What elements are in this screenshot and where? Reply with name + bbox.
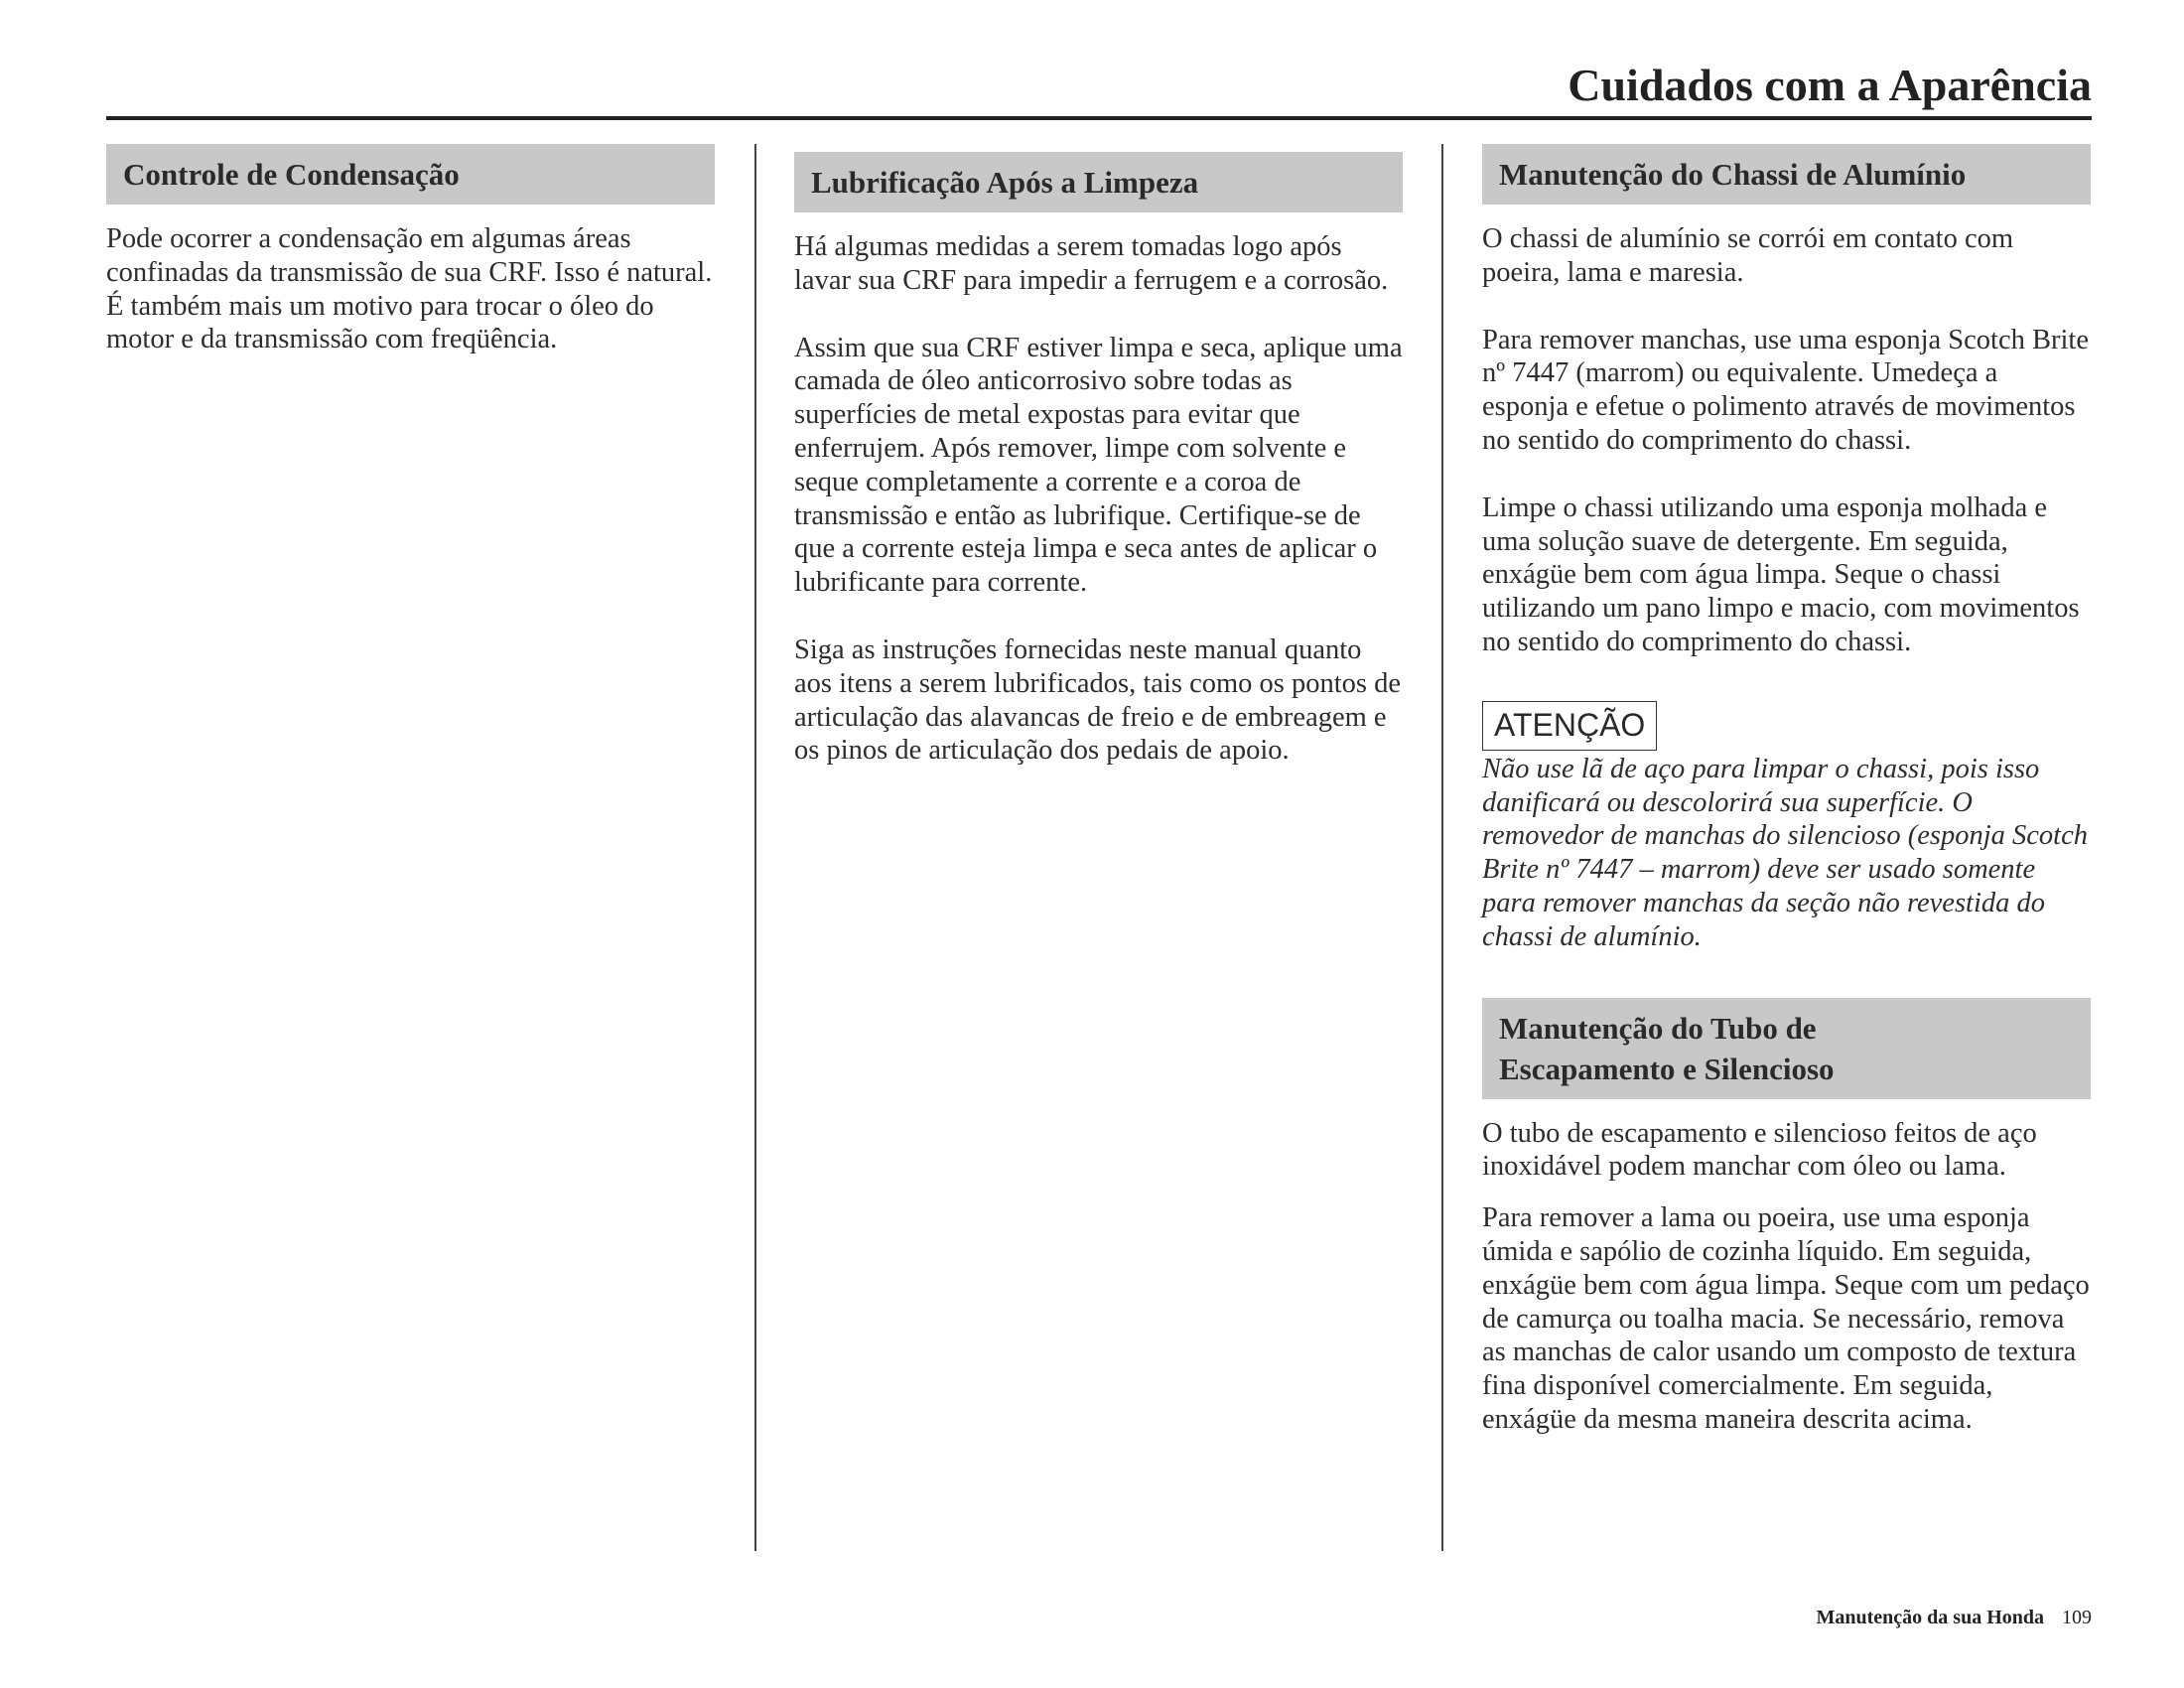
paragraph: O chassi de alumínio se corrói em contato com poeira, lama e maresia.: [1482, 223, 2014, 288]
paragraph: Para remover manchas, use uma esponja Scotch Brite nº 7447 (marrom) ou equivalente. Umedeça a esponja e efetue o polimento através de movimentos no sentido do comprimento do chassi.: [1482, 324, 2089, 456]
column-divider: [754, 144, 756, 1551]
paragraph: Pode ocorrer a condensação em algumas áreas confinadas da transmissão de sua CRF. Isso é natural. É também mais um motivo para trocar o óleo do motor e da transmissão com freqüência.: [106, 223, 713, 355]
section-heading-aluminum-chassis: Manutenção do Chassi de Alumínio: [1482, 144, 2091, 205]
title-rule: [106, 116, 2092, 120]
column-divider: [1441, 144, 1443, 1551]
paragraph: Siga as instruções fornecidas neste manual quanto aos itens a serem lubrificados, tais como os pontos de articulação das alavancas de freio e de embreagem e os pinos de articulação dos pedais de apoio.: [794, 633, 1402, 767]
page-number: 109: [2062, 1607, 2092, 1628]
column-chassis-exhaust: [1482, 144, 2091, 1471]
heading-line: Escapamento e Silencioso: [1499, 1051, 1835, 1086]
heading-line: Manutenção do Tubo de: [1499, 1010, 1817, 1046]
section-heading-condensation: Controle de Condensação: [106, 144, 715, 205]
paragraph: Assim que sua CRF estiver limpa e seca, aplique uma camada de óleo anticorrosivo sobre todas as superfícies de metal expostas para evitar que enferrujem. Após remover, limpe com solvente e seque completamente a corrente e a coroa de transmissão e então as lubrifique. Certifique-se de que a corrente esteja limpa e seca antes de aplicar o lubrificante para corrente.: [794, 332, 1403, 599]
paragraph: O tubo de escapamento e silencioso feitos de aço inoxidável podem manchar com óleo ou lama.: [1482, 1117, 2037, 1183]
paragraph: Para remover a lama ou poeira, use uma esponja úmida e sapólio de cozinha líquido. Em seguida, enxágüe bem com água limpa. Seque com um pedaço de camurça ou toalha macia. Se necessário, remova as manchas de calor usando um composto de textura fina disponível comercialmente. Em seguida, enxágüe da mesma maneira descrita acima.: [1482, 1202, 2090, 1435]
column-condensation: [106, 144, 715, 390]
footer-section-title: Manutenção da sua Honda: [1816, 1607, 2044, 1628]
attention-label: ATENÇÃO: [1482, 701, 1657, 751]
attention-text: Não use lã de aço para limpar o chassi, pois isso danificará ou descolorirá sua superfície. O removedor de manchas do silencioso (esponja Scotch Brite nº 7447 – marrom) deve ser usado somente para remover manchas da seção não revestida do chassi de alumínio.: [1482, 753, 2088, 952]
page-title: Cuidados com a Aparência: [1568, 60, 2092, 110]
section-heading-exhaust: [1482, 998, 2091, 1099]
paragraph: Há algumas medidas a serem tomadas logo após lavar sua CRF para impedir a ferrugem e a corrosão.: [794, 231, 1389, 296]
paragraph: Limpe o chassi utilizando uma esponja molhada e uma solução suave de detergente. Em seguida, enxágüe bem com água limpa. Seque o chassi utilizando um pano limpo e macio, com movimentos no sentido do comprimento do chassi.: [1482, 492, 2080, 657]
page-footer: [1817, 1606, 2093, 1629]
column-lubrication: [794, 144, 1403, 801]
section-heading-lubrication: Lubrificação Após a Limpeza: [794, 152, 1403, 212]
